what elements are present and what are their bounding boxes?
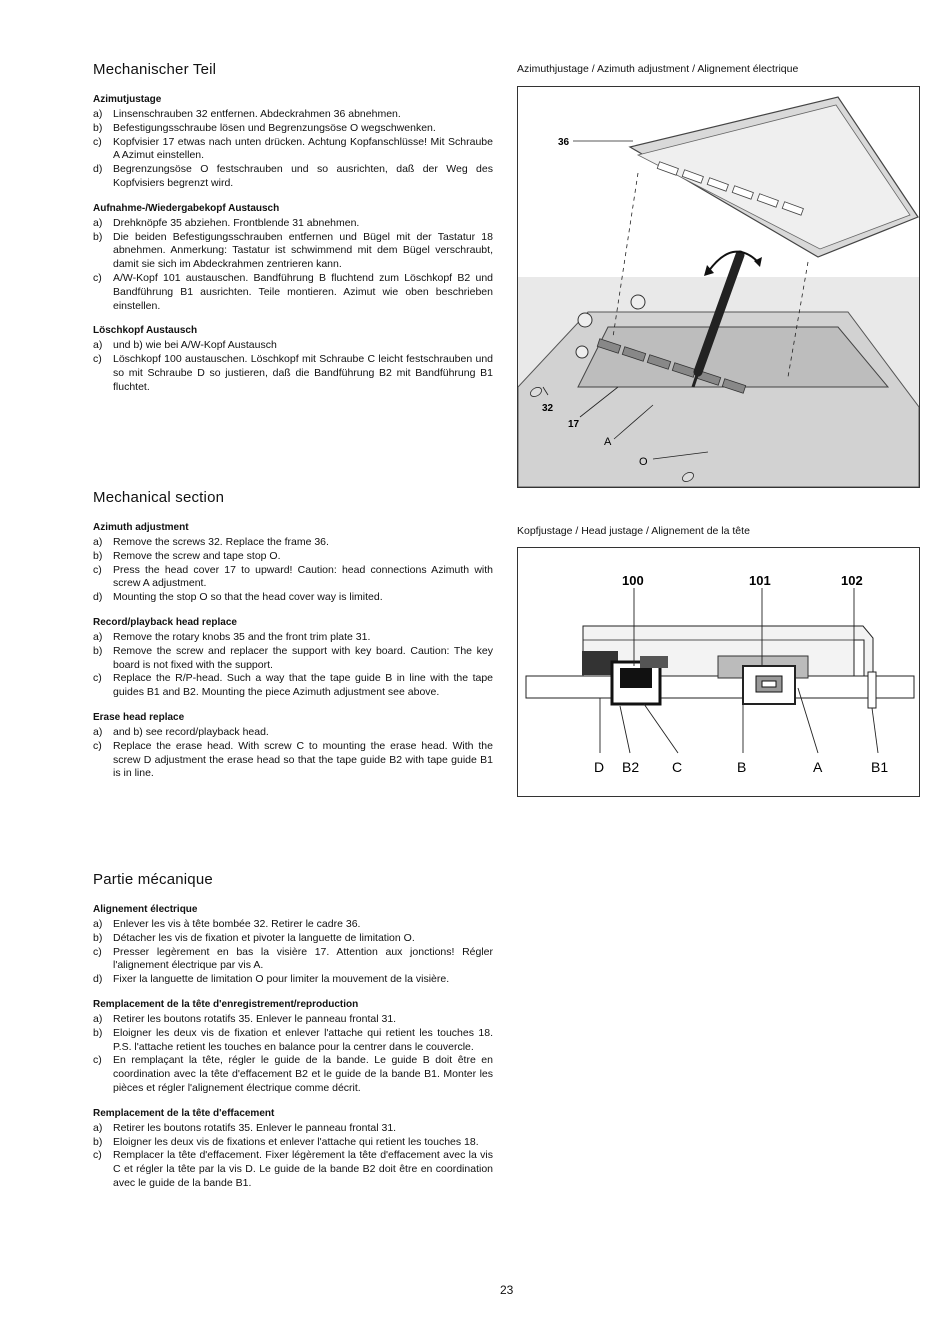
list-item: a) and b) see record/playback head.	[93, 725, 269, 738]
label-17: 17	[568, 419, 580, 430]
figure-azimuth-adjustment	[517, 86, 920, 488]
list-item: b) Remove the screw and tape stop O.	[93, 549, 281, 562]
list-item: b) Détacher les vis de fixation et pivoter la languette de limitation O.	[93, 931, 415, 944]
list-item: a) Linsenschrauben 32 entfernen. Abdeckrahmen 36 abnehmen.	[93, 108, 401, 120]
list-item: b) Eloigner les deux vis de fixation et enlever l'attache qui retient les touches 18. P.S. l'attache retient les touches en balance pour la centrer dans le couvercle.	[93, 1026, 493, 1053]
label-O: O	[639, 456, 648, 468]
list-item: c) En remplaçant la tête, régler le guide de la bande. Le guide B doit être en coordination avec la tête d'effacement B2 et le guide de la bande B1. Monter les pièces et régler l'alignement électrique comme décrit.	[93, 1054, 493, 1094]
label-A: A	[813, 759, 823, 775]
label-A: A	[604, 436, 612, 448]
list-item: a) Remove the rotary knobs 35 and the front trim plate 31.	[93, 630, 371, 643]
head-justage-illustration	[518, 548, 919, 796]
subsection	[93, 522, 493, 605]
subsection	[93, 999, 493, 1096]
subsection-heading: Aufnahme-/Wiedergabekopf Austausch	[93, 202, 280, 214]
subsection	[93, 1108, 493, 1191]
label-D: D	[594, 759, 605, 775]
list-item: b) Eloigner les deux vis de fixations et enlever l'attache qui retient les touches 18.	[93, 1135, 479, 1148]
subsection	[93, 712, 493, 781]
label-32: 32	[542, 403, 554, 414]
list-item: a) Enlever les vis à tête bombée 32. Retirer le cadre 36.	[93, 918, 361, 930]
subsection	[93, 617, 493, 700]
subsection-heading: Erase head replace	[93, 711, 185, 723]
subsection	[93, 94, 493, 191]
figure-caption-head: Kopfjustage / Head justage / Alignement de la tête	[517, 525, 750, 537]
section-mechanical	[93, 489, 493, 793]
list-item: a) Retirer les boutons rotatifs 35. Enlever le panneau frontal 31.	[93, 1012, 397, 1025]
list-item: a) Drehknöpfe 35 abziehen. Frontblende 31 abnehmen.	[93, 216, 360, 229]
subsection-heading: Azimuth adjustment	[93, 522, 189, 533]
section-partie-mecanique	[93, 871, 493, 1203]
list-item: b) Befestigungsschraube lösen und Begrenzungsöse O wegschwenken.	[93, 121, 436, 134]
list-item: b) Die beiden Befestigungsschrauben entfernen und Bügel mit der Tastatur 18 abnehmen. Anmerkung: Tastatur ist schwimmend mit dem Bügel verschraubt, damit sie sich im Abdeckrahmen zentrieren kann.	[93, 230, 493, 271]
label-B: B	[737, 759, 747, 775]
list-item: c) Remplacer la tête d'effacement. Fixer légèrement la tête d'effacement avec la vis C et régler la tête par la vis D. Le guide de la bande B2 doit être en coordination avec le guide de la bande B1.	[93, 1149, 493, 1189]
subsection-heading: Remplacement de la tête d'effacement	[93, 1107, 275, 1119]
list-item: c) Replace the R/P-head. Such a way that the tape guide B in line with the tape guides B1 and B2. Mounting the piece Azimuth adjustment see above.	[93, 672, 493, 699]
azimuth-illustration	[518, 87, 919, 487]
label-36: 36	[558, 137, 570, 148]
subsection-heading: Azimutjustage	[93, 94, 162, 105]
label-102: 102	[841, 573, 863, 588]
list-item: c) Presser legèrement en bas la visière 17. Attention aux jonctions! Régler l'alignement électrique par vis A.	[93, 945, 493, 972]
section-title: Mechanischer Teil	[93, 61, 217, 78]
list-item: b) Remove the screw and replacer the support with key board. Caution: The key board is not fixed with the support.	[93, 644, 493, 671]
list-item: c) A/W-Kopf 101 austauschen. Bandführung B fluchtend zum Löschkopf B2 und Bandführung B1 ausrichten. Teile montieren. Azimut wie oben beschrieben einstellen.	[93, 271, 493, 312]
label-B1: B1	[871, 759, 889, 775]
subsection	[93, 904, 493, 987]
subsection	[93, 203, 493, 314]
list-item: d) Begrenzungsöse O festschrauben und so ausrichten, daß der Weg des Kopfvisiers begrenzt wird.	[93, 163, 493, 189]
list-item: c) Löschkopf 100 austauschen. Löschkopf mit Schraube C leicht festschrauben und so mit Schraube D so justieren, daß die Bandführung B2 mit Bandführung B1 fluchtet.	[93, 353, 493, 393]
subsection	[93, 325, 493, 394]
label-100: 100	[622, 573, 644, 588]
list-item: d) Mounting the stop O so that the head cover way is limited.	[93, 591, 383, 604]
subsection-heading: Alignement électrique	[93, 904, 198, 915]
section-title: Mechanical section	[93, 489, 225, 506]
list-item: d) Fixer la languette de limitation O pour limiter la mouvement de la visière.	[93, 973, 450, 986]
section-mechanischer-teil	[93, 61, 493, 407]
label-C: C	[672, 759, 683, 775]
list-item: a) Retirer les boutons rotatifs 35. Enlever le panneau frontal 31.	[93, 1121, 397, 1134]
list-item: a) und b) wie bei A/W-Kopf Austausch	[93, 339, 277, 352]
list-item: a) Remove the screws 32. Replace the frame 36.	[93, 536, 329, 548]
list-item: c) Replace the erase head. With screw C to mounting the erase head. With the screw D adjustment the erase head so that the tape guide B2 with tape guide B1 is in line.	[93, 739, 493, 780]
list-item: c) Press the head cover 17 to upward! Caution: head connections Azimuth with screw A adjustment.	[93, 563, 493, 590]
list-item: c) Kopfvisier 17 etwas nach unten drücken. Achtung Kopfanschlüsse! Mit Schraube A Azimut einstellen.	[93, 135, 493, 162]
subsection-heading: Record/playback head replace	[93, 616, 237, 628]
figure-caption-azimuth: Azimuthjustage / Azimuth adjustment / Alignement électrique	[517, 63, 799, 75]
page-number: 23	[500, 1283, 514, 1297]
subsection-heading: Löschkopf Austausch	[93, 325, 198, 337]
label-B2: B2	[622, 759, 640, 775]
subsection-heading: Remplacement de la tête d'enregistrement/reproduction	[93, 998, 359, 1010]
figure-head-justage	[517, 547, 920, 797]
label-101: 101	[749, 573, 771, 588]
section-title: Partie mécanique	[93, 871, 213, 888]
